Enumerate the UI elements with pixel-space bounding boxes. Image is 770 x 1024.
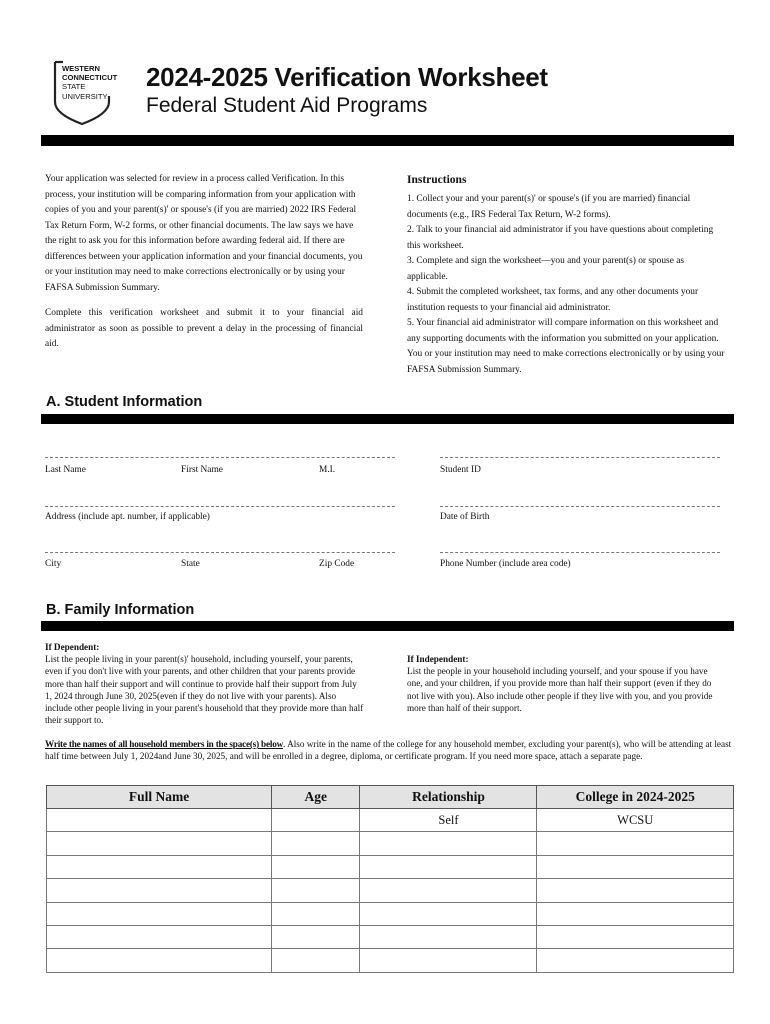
- table-row: [47, 879, 734, 902]
- dependent-heading: If Dependent:: [45, 642, 100, 652]
- section-a-heading: A. Student Information: [46, 394, 203, 410]
- full-name-cell[interactable]: [47, 855, 272, 878]
- independent-block: [407, 653, 725, 714]
- full-name-cell[interactable]: [47, 809, 272, 832]
- table-row: [47, 832, 734, 855]
- table-header-row: [47, 786, 734, 809]
- household-instructions-rest: . Also write in the name of the college for any household member, excluding your parent(s), who will be attending at least half time between July 1, 2024and June 30, 2025, and will be enrolled in a degree, diploma, or certificate program. If you need more space, attach a separate page.: [45, 739, 732, 762]
- instructions-heading: Instructions: [407, 174, 467, 186]
- page-subtitle: Federal Student Aid Programs: [146, 94, 428, 117]
- relationship-cell[interactable]: Self: [360, 809, 537, 832]
- zip-label: Zip Code: [319, 559, 355, 569]
- instruction-item: 2. Talk to your financial aid administrator if you have questions about completing this worksheet.: [407, 225, 714, 251]
- city-label: City: [45, 559, 62, 569]
- college-cell[interactable]: [537, 855, 734, 878]
- table-row: [47, 902, 734, 925]
- relationship-cell[interactable]: [360, 902, 537, 925]
- age-cell[interactable]: [272, 902, 360, 925]
- section-b-heading: B. Family Information: [46, 602, 195, 618]
- state-label: State: [181, 559, 200, 569]
- col-header-age: Age: [272, 786, 360, 809]
- college-cell[interactable]: [537, 832, 734, 855]
- age-cell[interactable]: [272, 832, 360, 855]
- page-title: 2024-2025 Verification Worksheet: [146, 62, 548, 92]
- student-id-field-line[interactable]: [440, 457, 720, 458]
- mi-label: M.I.: [319, 465, 336, 475]
- relationship-cell[interactable]: [360, 925, 537, 948]
- full-name-cell[interactable]: [47, 902, 272, 925]
- full-name-cell[interactable]: [47, 949, 272, 972]
- age-cell[interactable]: [272, 925, 360, 948]
- relationship-cell[interactable]: [360, 832, 537, 855]
- address-label: Address (include apt. number, if applicable): [45, 512, 210, 522]
- age-cell[interactable]: [272, 855, 360, 878]
- table-row: [47, 949, 734, 972]
- first-name-label: First Name: [181, 465, 223, 475]
- college-cell[interactable]: [537, 902, 734, 925]
- full-name-cell[interactable]: [47, 832, 272, 855]
- col-header-full-name: Full Name: [47, 786, 272, 809]
- table-row: [47, 809, 734, 832]
- intro-paragraph-2: Complete this verification worksheet and submit it to your financial aid administrator as soon as possible to prevent a delay in the processing of financial aid.: [45, 308, 363, 349]
- instructions-list: [407, 192, 727, 378]
- section-b-bar: [41, 621, 734, 631]
- age-cell[interactable]: [272, 949, 360, 972]
- phone-label: Phone Number (include area code): [440, 559, 571, 569]
- last-name-label: Last Name: [45, 465, 86, 475]
- university-logo-text: WESTERN CONNECTICUT STATE UNIVERSITY: [62, 64, 118, 101]
- instruction-item: 3. Complete and sign the worksheet—you and your parent(s) or spouse as applicable.: [407, 256, 685, 282]
- full-name-cell[interactable]: [47, 879, 272, 902]
- relationship-cell[interactable]: [360, 949, 537, 972]
- independent-text: List the people in your household including yourself, and your spouse if you have one, and your children, if you provide more than half their support (even if they do not live with you). Also include other people if they live with you, and you provide more than half of their support.: [407, 666, 713, 713]
- table-row: [47, 925, 734, 948]
- college-cell[interactable]: [537, 925, 734, 948]
- household-members-table: [46, 785, 734, 973]
- relationship-cell[interactable]: [360, 855, 537, 878]
- col-header-college: College in 2024-2025: [537, 786, 734, 809]
- college-cell[interactable]: [537, 879, 734, 902]
- relationship-cell[interactable]: [360, 879, 537, 902]
- address-field-line[interactable]: [45, 506, 395, 507]
- col-header-relationship: Relationship: [360, 786, 537, 809]
- age-cell[interactable]: [272, 879, 360, 902]
- dob-field-line[interactable]: [440, 506, 720, 507]
- full-name-cell[interactable]: [47, 925, 272, 948]
- instruction-item: 1. Collect your and your parent(s)' or spouse's (if you are married) financial documents (e.g., IRS Federal Tax Return, W-2 forms).: [407, 194, 691, 220]
- household-instructions: [45, 738, 735, 763]
- intro-text: [45, 172, 363, 361]
- city-state-zip-field-line[interactable]: [45, 552, 395, 553]
- intro-paragraph-1: Your application was selected for review in a process called Verification. In this process, your institution will be comparing information from your application with copies of you and your parent(s)' or spouse's (if you are married) 2022 IRS Federal Tax Return Form, W-2 forms, or other financial documents. The law says we have the right to ask you for this information before awarding federal aid. If there are differences between your application information and your financial documents, you or your institution may need to make corrections electronically or by using your FAFSA Submission Summary.: [45, 174, 363, 293]
- phone-field-line[interactable]: [440, 552, 720, 553]
- table-row: [47, 855, 734, 878]
- dependent-block: [45, 641, 365, 726]
- household-instructions-bold: Write the names of all household members in the space(s) below: [45, 739, 284, 749]
- student-id-label: Student ID: [440, 465, 481, 475]
- college-cell[interactable]: WCSU: [537, 809, 734, 832]
- independent-heading: If Independent:: [407, 654, 469, 664]
- instruction-item: 4. Submit the completed worksheet, tax forms, and any other documents your institution requests to your financial aid administrator.: [407, 287, 699, 313]
- header-divider-bar: [41, 135, 734, 146]
- dependent-text: List the people living in your parent(s)' household, including yourself, your parents, even if you don't live with your parents, and other children that your parents provide more than half their support and will continue to provide half their support from July 1, 2024 through June 30, 2025(even if they do not live with your parents). Also include other people living in your parent's household that they provide more than half their support to.: [45, 654, 364, 726]
- college-cell[interactable]: [537, 949, 734, 972]
- name-field-line[interactable]: [45, 457, 395, 458]
- section-a-bar: [41, 414, 734, 424]
- age-cell[interactable]: [272, 809, 360, 832]
- instruction-item: 5. Your financial aid administrator will compare information on this worksheet and any supporting documents with the information you submitted on your application. You or your institution may need to make corrections electronically or by using your FAFSA Submission Summary.: [407, 318, 725, 375]
- dob-label: Date of Birth: [440, 512, 490, 522]
